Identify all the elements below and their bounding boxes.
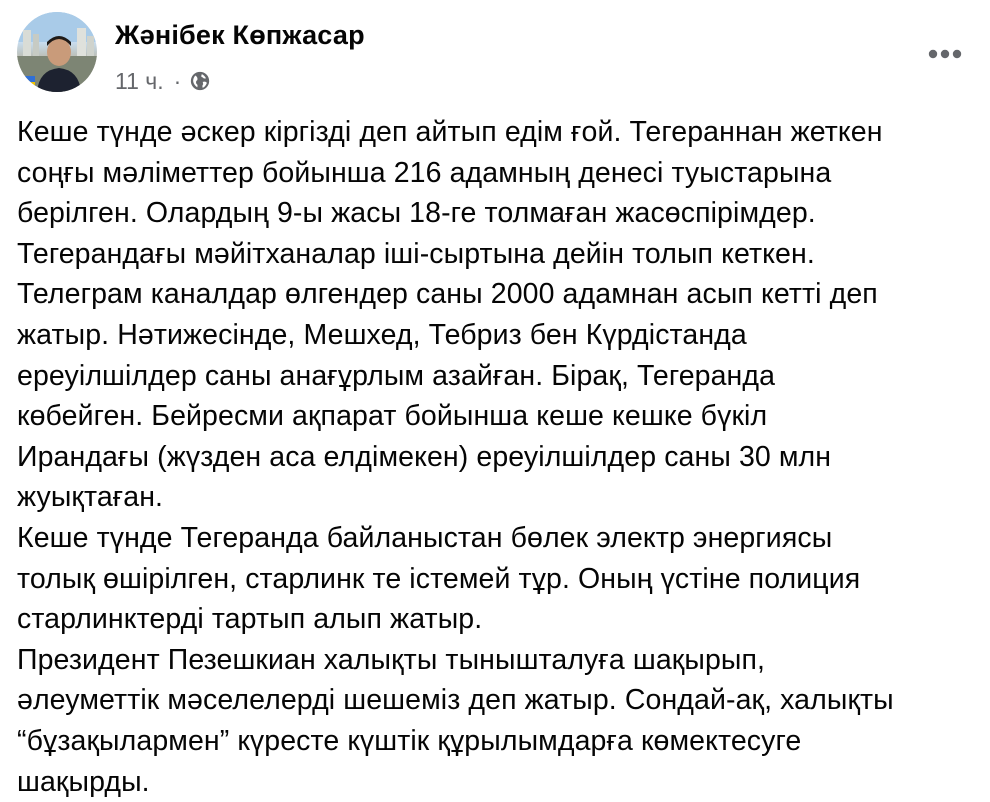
- post-header: [17, 12, 970, 96]
- post-timestamp[interactable]: 11 ч.: [115, 67, 164, 94]
- avatar-photo: [17, 12, 97, 92]
- more-options-button[interactable]: [920, 34, 970, 74]
- post-paragraph: Кеше түнде әскер кіргізді деп айтып едім ғой. Тегераннан жеткен соңғы мәліметтер бойынша 216 адамның денесі туыстарына берілген. Олардың 9-ы жасы 18-ге толмаған жасөспірімдер. Тегерандағы мәйітханалар іші-сыртына дейін толып кеткен. Телеграм каналдар өлгендер саны 2000 адамнан асып кетті деп жатыр. Нәтижесінде, Мешхед, Тебриз бен Күрдістанда ереуілшілдер саны анағұрлым азайған. Бірақ, Тегеранда көбейген. Бейресми ақпарат бойынша кеше кешке бүкіл Ирандағы (жүзден аса елдімекен) ереуілшілдер саны 30 млн жуықтаған.: [17, 116, 883, 514]
- author-name[interactable]: Жәнібек Көпжасар: [115, 20, 365, 50]
- author-avatar[interactable]: [17, 12, 97, 92]
- meta-separator: ·: [173, 67, 182, 94]
- post-body: [17, 112, 977, 802]
- post-meta: [115, 66, 211, 96]
- more-horizontal-icon: [928, 49, 962, 59]
- post-paragraph: Кеше түнде Тегеранда байланыстан бөлек электр энергиясы толық өшірілген, старлинк те істемей тұр. Оның үстіне полиция старлинктерді тартып алып жатыр.: [17, 521, 861, 636]
- globe-icon[interactable]: [189, 70, 211, 92]
- post-paragraph: Президент Пезешкиан халықты тынышталуға шақырып, әлеуметтік мәселелерді шешеміз деп жатыр. Сондай-ақ, халықты “бұзақылармен” күресте күштік құрылымдарға көмектесуге шақырды.: [17, 643, 894, 798]
